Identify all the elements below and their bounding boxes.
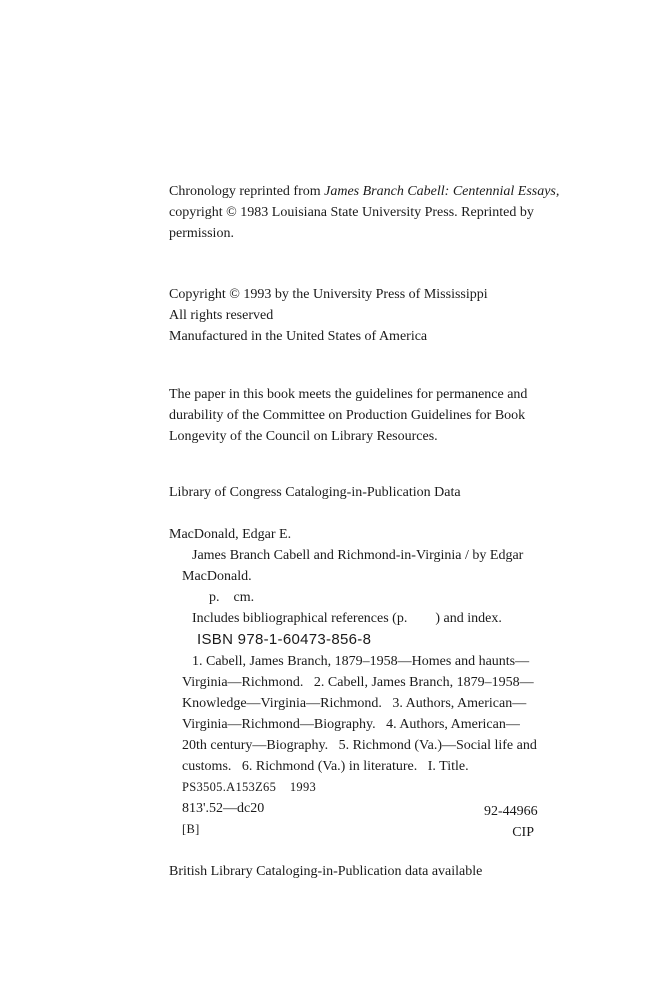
cip-lc-class: PS3505.A153Z65 1993 xyxy=(182,780,317,794)
cip-subject-line: Virginia—Richmond. 2. Cabell, James Branch, 1879–1958— xyxy=(182,675,534,690)
paper-line-1: The paper in this book meets the guidelines for permanence and xyxy=(169,387,528,402)
cip-b-code: [B] xyxy=(182,822,200,836)
cip-subject-line: 20th century—Biography. 5. Richmond (Va.)—Social life and xyxy=(182,738,537,753)
copyright-line: Copyright © 1993 by the University Press of Mississippi xyxy=(169,287,488,302)
cip-title-line-2: MacDonald. xyxy=(182,569,252,584)
cip-subject-line: customs. 6. Richmond (Va.) in literature. I. Title. xyxy=(182,759,469,774)
cip-lccn: 92-44966 xyxy=(484,804,538,819)
manufactured-line: Manufactured in the United States of America xyxy=(169,329,428,344)
cip-author: MacDonald, Edgar E. xyxy=(169,527,292,542)
cip-mark: CIP xyxy=(512,825,534,840)
cip-isbn: ISBN 978-1-60473-856-8 xyxy=(197,631,372,648)
chronology-line-1: Chronology reprinted from James Branch Cabell: Centennial Essays, xyxy=(169,184,560,199)
cip-subject-line: Virginia—Richmond—Biography. 4. Authors, American— xyxy=(182,717,520,732)
cip-header: Library of Congress Cataloging-in-Publication Data xyxy=(169,485,461,500)
chronology-line-2: copyright © 1983 Louisiana State University Press. Reprinted by xyxy=(169,205,534,220)
cip-record xyxy=(169,524,569,840)
chronology-notice xyxy=(169,181,560,244)
paper-line-3: Longevity of the Council on Library Resources. xyxy=(169,429,438,444)
cip-dewey: 813'.52—dc20 xyxy=(182,801,265,816)
copyright-notice xyxy=(169,284,539,347)
cip-subject-line: 1. Cabell, James Branch, 1879–1958—Homes and haunts— xyxy=(192,654,530,669)
paper-notice xyxy=(169,384,539,447)
cip-pages: p. cm. xyxy=(209,590,255,605)
cip-subject-line: Knowledge—Virginia—Richmond. 3. Authors, American— xyxy=(182,696,527,711)
source-title: James Branch Cabell: Centennial Essays, xyxy=(324,184,560,199)
cip-bibliography: Includes bibliographical references (p. ) and index. xyxy=(192,611,502,626)
cip-title-line-1: James Branch Cabell and Richmond-in-Virginia / by Edgar xyxy=(192,548,524,563)
paper-line-2: durability of the Committee on Production Guidelines for Book xyxy=(169,408,526,423)
rights-line: All rights reserved xyxy=(169,308,274,323)
chronology-line-3: permission. xyxy=(169,226,234,241)
british-library-notice: British Library Cataloging-in-Publication data available xyxy=(169,864,483,879)
